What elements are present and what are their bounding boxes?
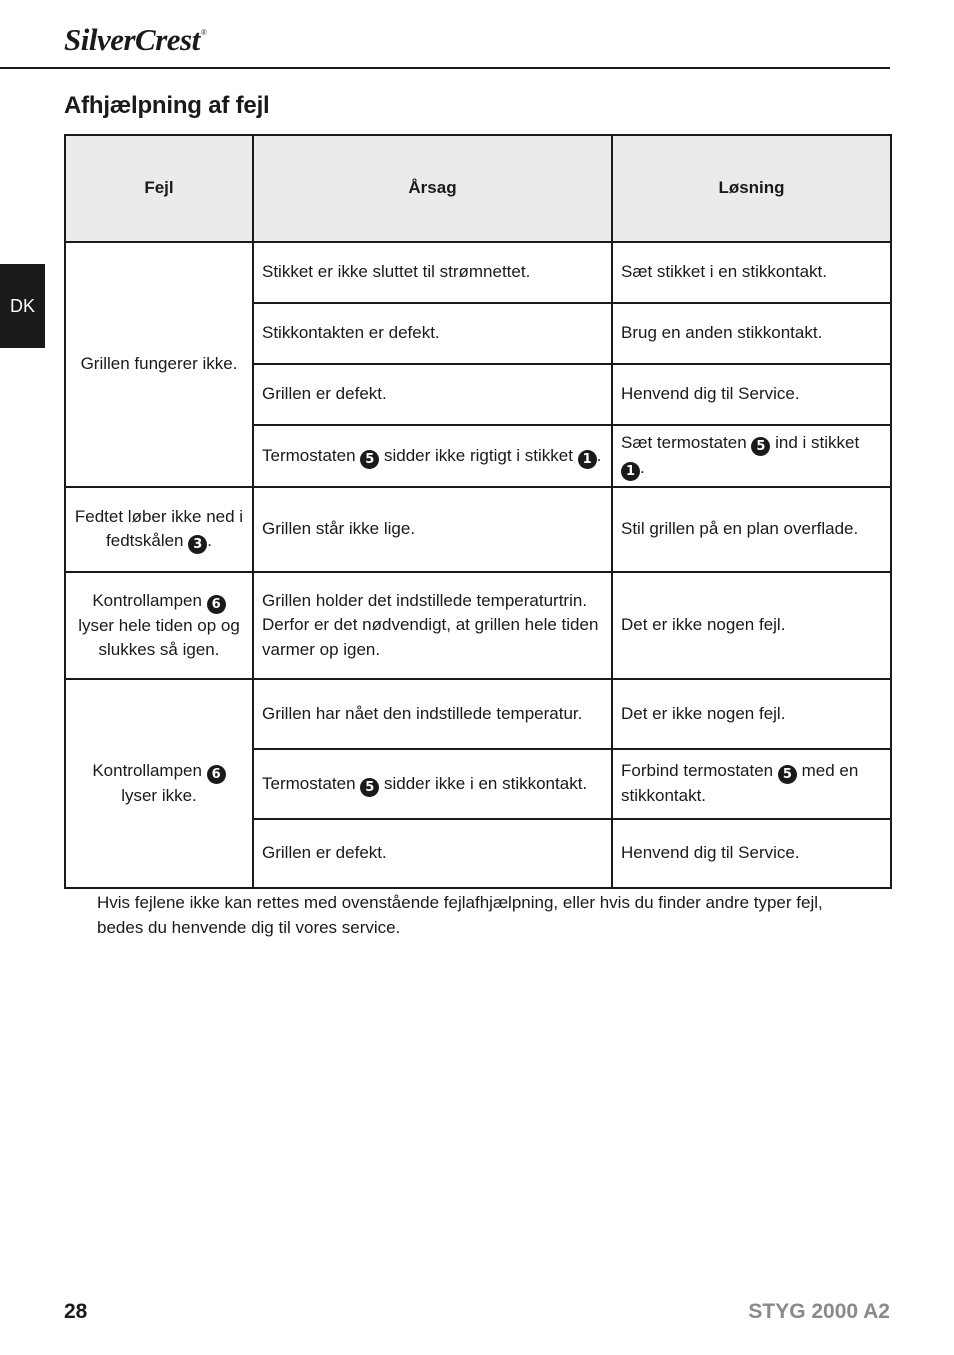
- table-row: [65, 487, 891, 572]
- cell-text: lyser hele tiden op og slukkes så igen.: [78, 615, 240, 659]
- reference-number-badge: 5: [360, 450, 379, 469]
- solution-cell: [612, 572, 891, 679]
- cell-text: Sæt stikket i en stikkontakt.: [621, 262, 827, 282]
- page-title: Afhjælpning af fejl: [64, 92, 270, 119]
- cause-cell: [253, 819, 612, 888]
- reference-number-badge: 1: [578, 450, 597, 469]
- cause-cell: [253, 425, 612, 487]
- cell-text: Grillen står ikke lige.: [262, 519, 416, 539]
- reference-number-badge: 5: [751, 437, 770, 456]
- cell-text: Grillen er defekt.: [262, 843, 387, 863]
- language-tab-label: DK: [9, 295, 35, 316]
- reference-number-badge: 5: [360, 778, 379, 797]
- table-row: [65, 572, 891, 679]
- brand-logo: [64, 22, 206, 58]
- solution-cell: [612, 364, 891, 425]
- cell-text: Sæt termostaten: [621, 433, 752, 452]
- cell-text: ind i stikket: [770, 433, 860, 452]
- reference-number-badge: 6: [207, 765, 226, 784]
- table-row: [65, 242, 891, 303]
- fault-cell: [65, 242, 253, 487]
- cell-text: Grillen har nået den indstillede temperatur.: [262, 703, 583, 723]
- column-header-cause: Årsag: [253, 135, 612, 242]
- header-rule: [0, 67, 890, 69]
- solution-cell: [612, 303, 891, 364]
- cell-text: sidder ikke rigtigt i stikket: [379, 445, 578, 465]
- cell-text: .: [207, 531, 212, 551]
- cause-cell: [253, 679, 612, 749]
- brand-name: SilverCrest: [64, 22, 200, 57]
- reference-number-badge: 1: [621, 462, 640, 481]
- page-number: 28: [64, 1300, 88, 1323]
- cause-cell: [253, 364, 612, 425]
- cell-text: Termostaten: [262, 773, 361, 793]
- cell-text: Stikket er ikke sluttet til strømnettet.: [262, 262, 531, 282]
- reference-number-badge: 5: [778, 765, 797, 784]
- cell-text: Kontrollampen: [92, 760, 207, 780]
- cause-cell: [253, 572, 612, 679]
- cell-text: Henvend dig til Service.: [621, 384, 800, 404]
- fault-cell: [65, 679, 253, 888]
- cause-cell: [253, 487, 612, 572]
- solution-cell: [612, 242, 891, 303]
- table-header-row: [65, 135, 891, 242]
- table-body: [65, 242, 891, 888]
- cell-text: Grillen er defekt.: [262, 384, 387, 404]
- cause-cell: [253, 242, 612, 303]
- language-tab: [0, 264, 45, 348]
- cell-text: Grillen holder det indstillede temperaturtrin. Derfor er det nødvendigt, at grillen hele tiden varmer op igen.: [262, 590, 599, 659]
- cell-text: Henvend dig til Service.: [621, 843, 800, 863]
- cell-text: Fedtet løber ikke ned i fedtskålen: [74, 506, 244, 551]
- cell-text: Termostaten: [262, 445, 361, 465]
- troubleshooting-table: [64, 134, 892, 889]
- reference-number-badge: 6: [207, 595, 226, 614]
- reference-number-badge: 3: [188, 535, 207, 554]
- registered-mark: ®: [200, 28, 207, 37]
- cell-text: lyser ikke.: [121, 785, 197, 805]
- cell-text: .: [640, 458, 645, 477]
- table-row: [65, 679, 891, 749]
- fault-cell: [65, 487, 253, 572]
- service-note: Hvis fejlene ikke kan rettes med ovenstående fejlafhjælpning, eller hvis du finder andre typer fejl, bedes du henvende dig til vores service.: [97, 893, 823, 937]
- cell-text: Stikkontakten er defekt.: [262, 323, 440, 343]
- cell-text: Forbind termostaten: [621, 761, 778, 781]
- solution-cell: [612, 749, 891, 819]
- cell-text: Stil grillen på en plan overflade.: [621, 519, 859, 539]
- column-header-solution: Løsning: [612, 135, 891, 242]
- cell-text: med en stikkontakt.: [621, 761, 859, 806]
- fault-cell: [65, 572, 253, 679]
- solution-cell: [612, 487, 891, 572]
- cell-text: Det er ikke nogen fejl.: [621, 703, 786, 723]
- cell-text: Kontrollampen: [92, 590, 207, 610]
- cell-text: .: [596, 445, 602, 465]
- cell-text: Grillen fungerer ikke.: [80, 354, 238, 374]
- cause-cell: [253, 303, 612, 364]
- cell-text: Brug en anden stikkontakt.: [621, 323, 823, 343]
- model-number: STYG 2000 A2: [748, 1300, 890, 1323]
- solution-cell: [612, 819, 891, 888]
- cell-text: sidder ikke i en stikkontakt.: [379, 773, 588, 793]
- solution-cell: [612, 425, 891, 487]
- solution-cell: [612, 679, 891, 749]
- cell-text: Det er ikke nogen fejl.: [621, 615, 786, 635]
- column-header-fault: Fejl: [65, 135, 253, 242]
- cause-cell: [253, 749, 612, 819]
